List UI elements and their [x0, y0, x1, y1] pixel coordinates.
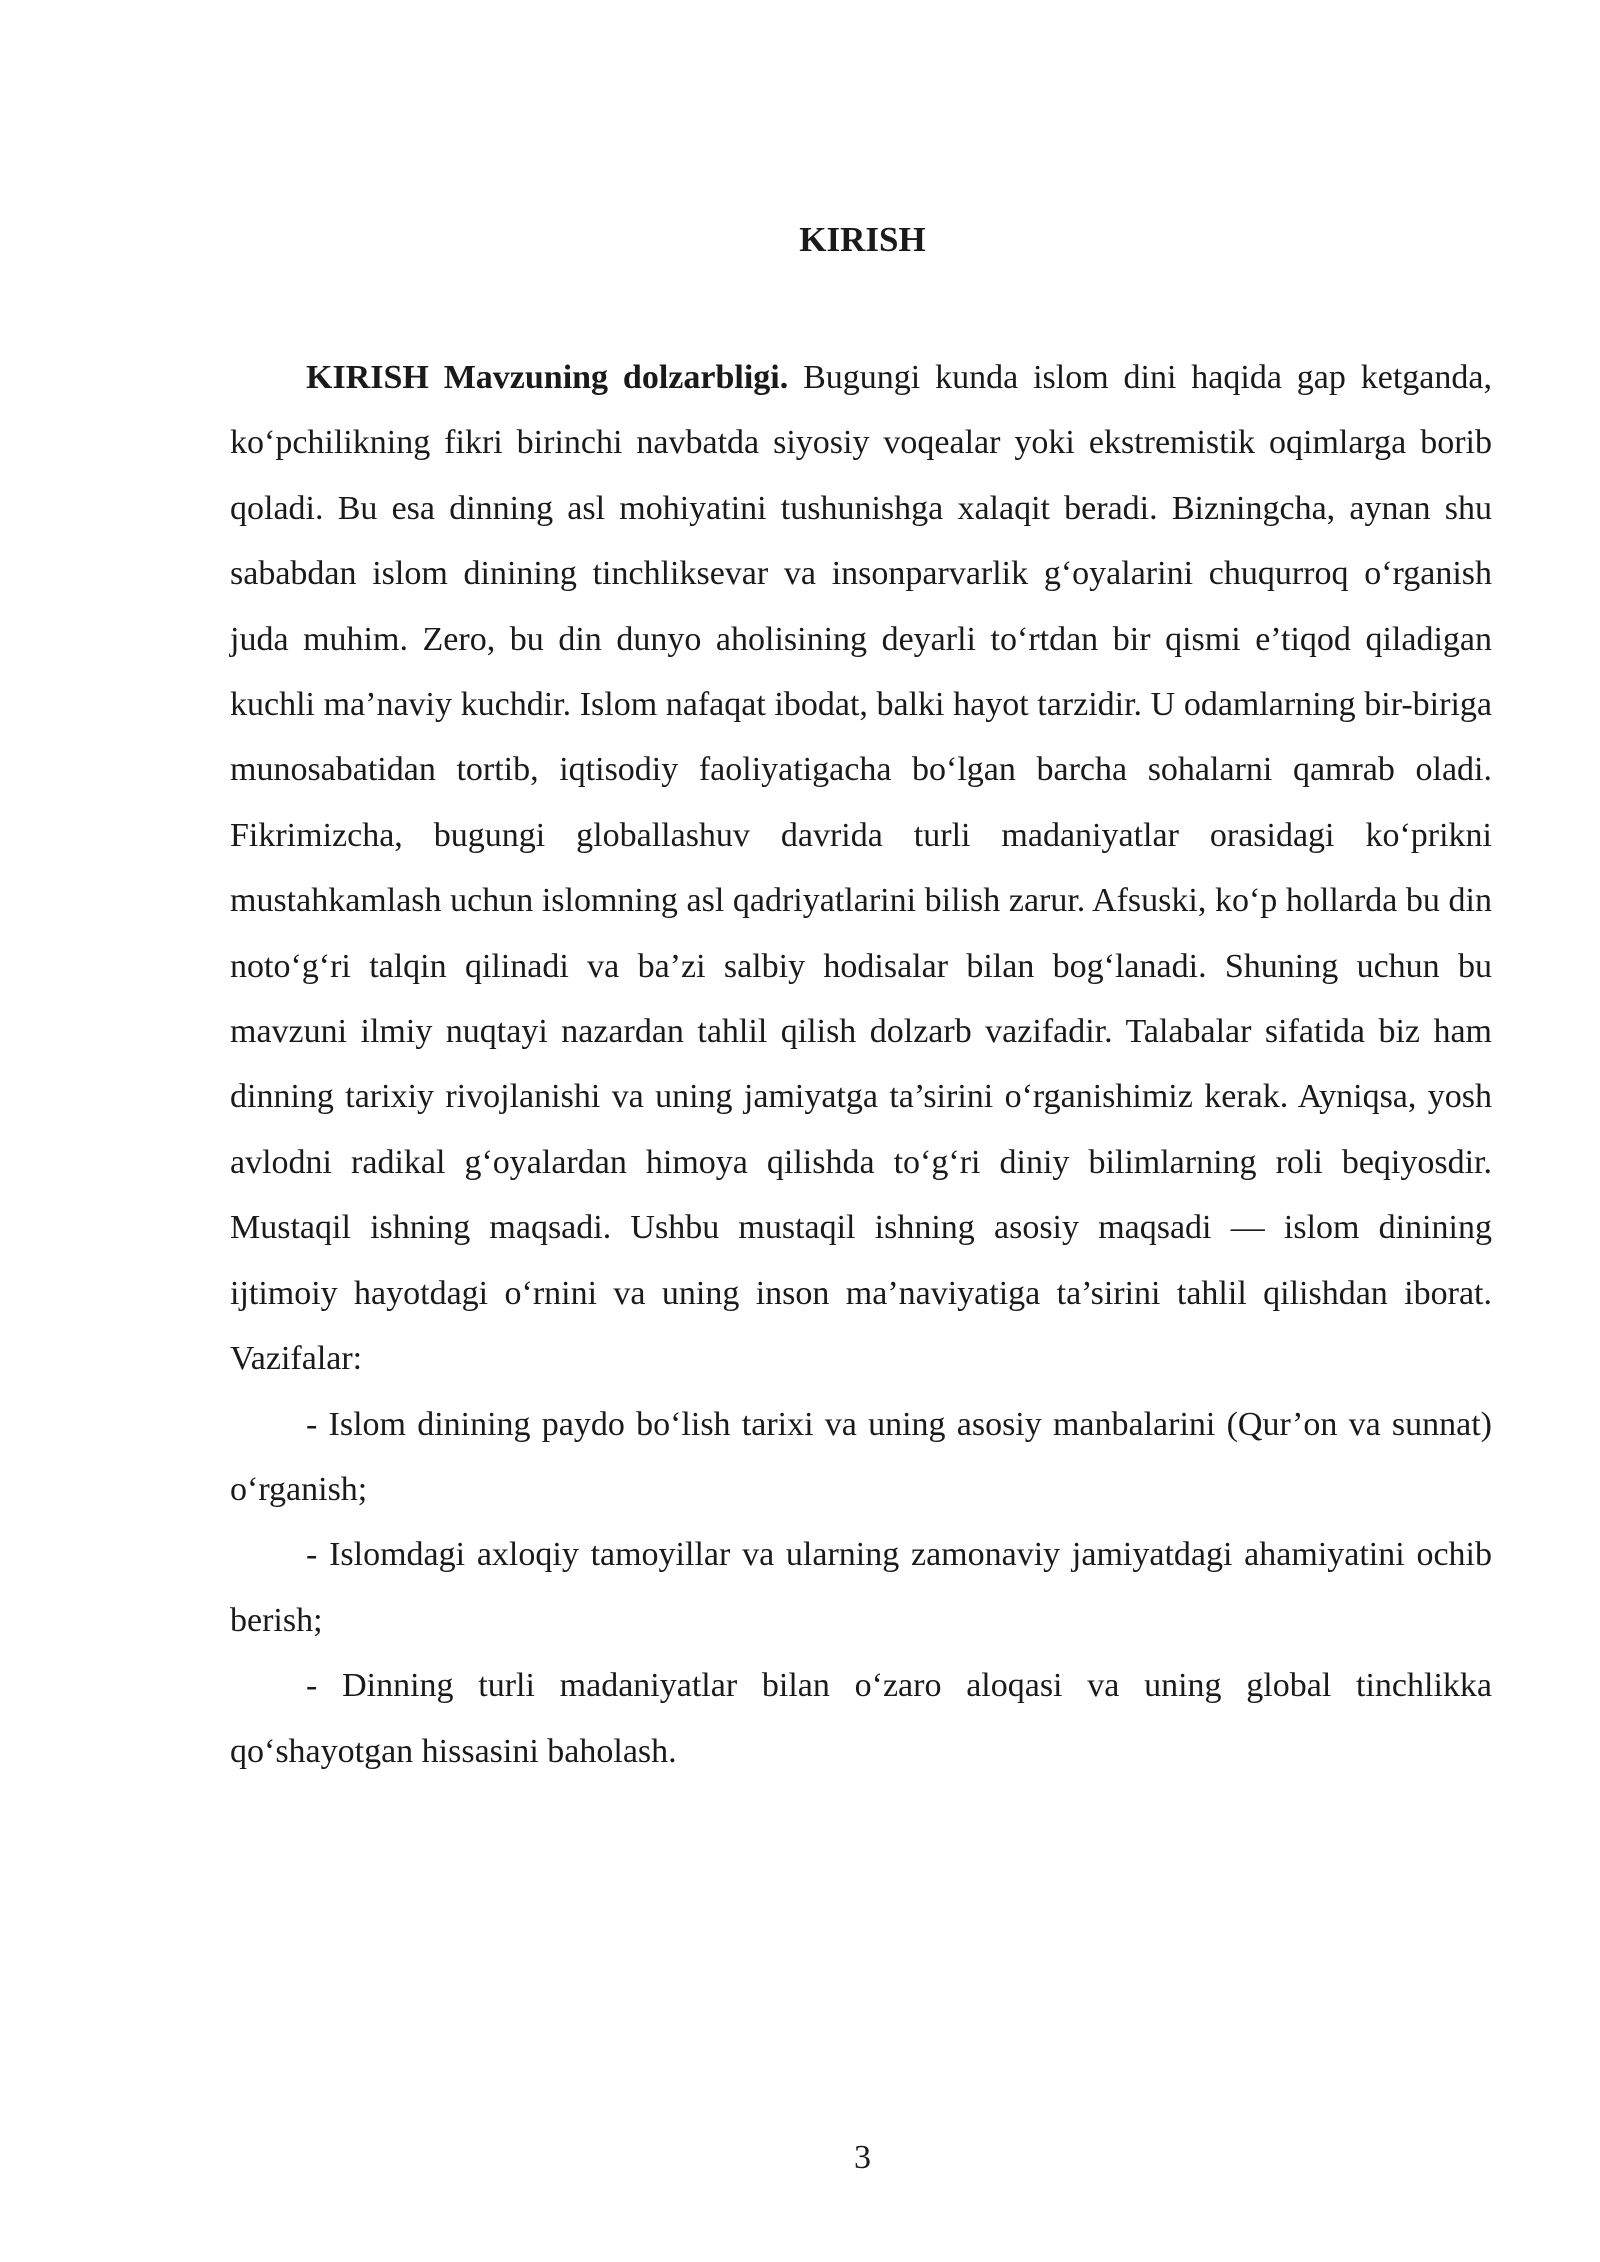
page-title: KIRISH — [799, 220, 926, 259]
task-item-1: - Islom dinining paydo bo‘lish tarixi va uning asosiy manbalarini (Qur’on va sunnat) o‘rganish; — [230, 1405, 1492, 1508]
task-item-2: - Islomdagi axloqiy tamoyillar va ularning zamonaviy jamiyatdagi ahamiyatini ochib berish; — [230, 1536, 1492, 1639]
intro-text: Bugungi kunda islom dini haqida gap ketganda, ko‘pchilikning fikri birinchi navbatda siyosiy voqealar yoki ekstremistik oqimlarga borib qoladi. Bu esa dinning asl mohiyatini tushunishga xalaqit beradi. Bizningcha, aynan shu sababdan islom dinining tinchliksevar va insonparvarlik g‘oyalarini chuqurroq o‘rganish juda muhim. Zero, bu din dunyo aholisining deyarli to‘rtdan bir qismi e’tiqod qiladigan kuchli ma’naviy kuchdir. Islom nafaqat ibodat, balki hayot tarzidir. U odamlarning bir-biriga munosabatidan tortib, iqtisodiy faoliyatigacha bo‘lgan barcha sohalarni qamrab oladi. Fikrimizcha, bugungi globallashuv davrida turli madaniyatlar orasidagi ko‘prikni mustahkamlash uchun islomning asl qadriyatlarini bilish zarur. Afsuski, ko‘p hollarda bu din noto‘g‘ri talqin qilinadi va ba’zi salbiy hodisalar bilan bog‘lanadi. Shuning uchun bu mavzuni ilmiy nuqtayi nazardan tahlil qilish dolzarb vazifadir. Talabalar sifatida biz ham dinning tarixiy rivojlanishi va uning jamiyatga ta’sirini o‘rganishimiz kerak. Ayniqsa, yosh avlodni radikal g‘oyalardan himoya qilishda to‘g‘ri diniy bilimlarning roli beqiyosdir. Mustaqil ishning maqsadi. Ushbu mustaqil ishning asosiy maqsadi — islom dinining ijtimoiy hayotdagi o‘rnini va uning inson ma’naviyatiga ta’sirini tahlil qilishdan iborat. Vazifalar: — [230, 359, 1492, 1378]
task-item-3: - Dinning turli madaniyatlar bilan o‘zaro aloqasi va uning global tinchlikka qo‘shayotgan hissasini baholash. — [230, 1667, 1492, 1770]
intro-paragraph — [230, 345, 1492, 1392]
page-number: 3 — [854, 2139, 871, 2176]
intro-lead: KIRISH Mavzuning dolzarbligi. — [306, 359, 789, 396]
body-text — [230, 345, 1492, 1784]
